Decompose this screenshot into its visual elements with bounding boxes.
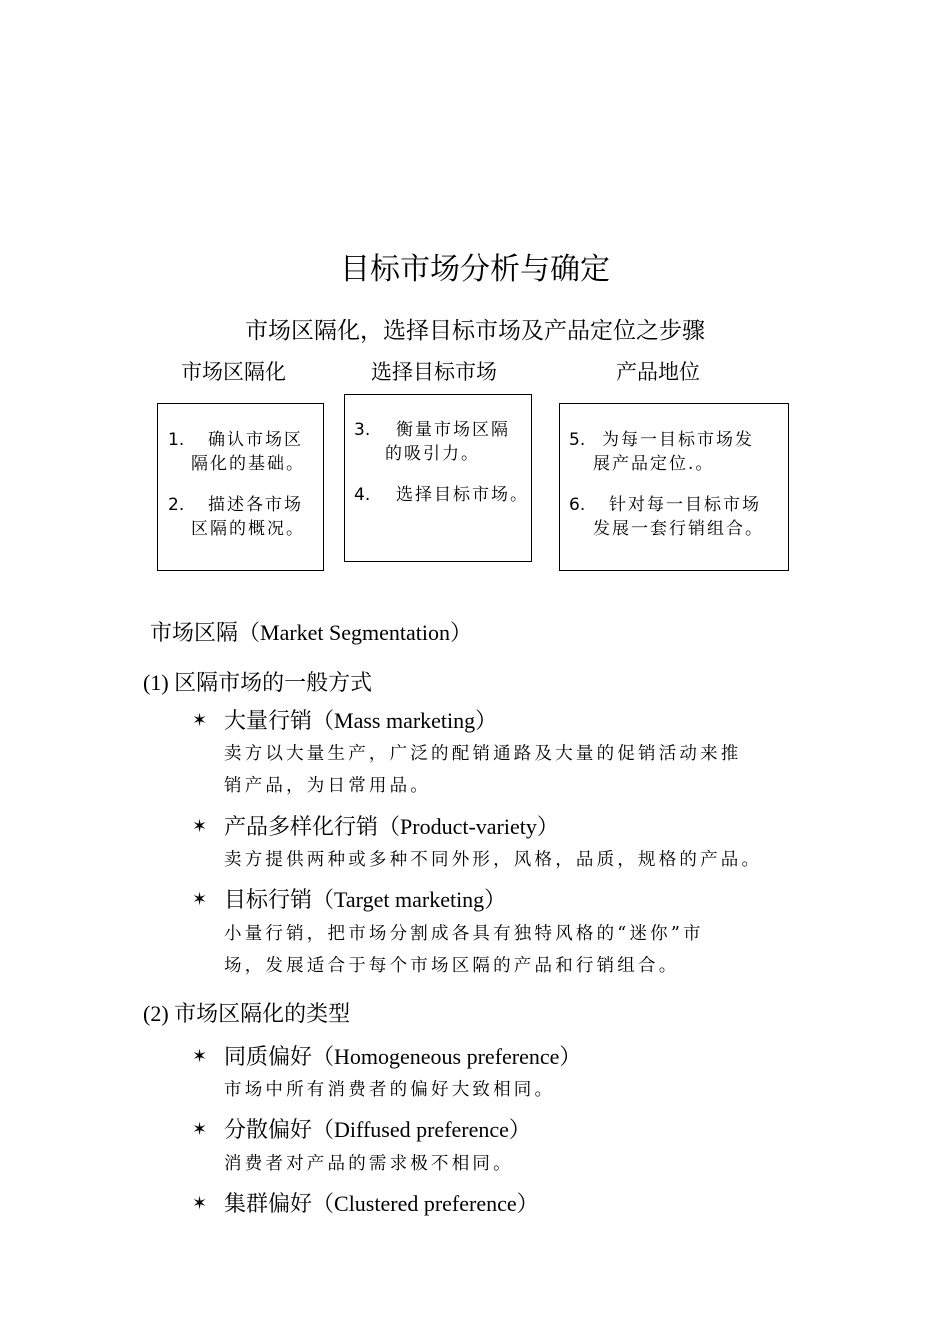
step-number: 6. <box>569 495 586 515</box>
step-text: 衡量市场区隔 <box>396 420 510 440</box>
page-subtitle: 市场区隔化，选择目标市场及产品定位之步骤 <box>245 318 705 344</box>
step-text: 确认市场区 <box>208 430 303 450</box>
step-item <box>569 493 761 517</box>
bullet-description: 市场中所有消费者的偏好大致相同。 <box>224 1080 556 1100</box>
step-number: 4. <box>354 485 371 505</box>
step-box-segmentation <box>157 403 324 571</box>
section-1-title: 区隔市场的一般方式 <box>174 671 373 696</box>
segmentation-heading-cn: 市场区隔 <box>150 621 239 646</box>
bullet-title <box>224 810 559 841</box>
star-bullet-icon: ✶ <box>192 1119 208 1140</box>
section-2-heading <box>143 997 350 1028</box>
step-item-continued: 发展一套行销组合。 <box>593 519 764 539</box>
step-item <box>354 418 510 442</box>
step-text: 针对每一目标市场 <box>609 495 761 515</box>
bullet-title-cn: 分散偏好 <box>224 1118 313 1143</box>
section-2-prefix: (2) <box>143 1001 175 1026</box>
bullet-title <box>224 1040 581 1071</box>
bullet-title-en: （Clustered preference） <box>312 1191 539 1216</box>
bullet-title-cn: 目标行销 <box>224 888 313 913</box>
step-number: 1. <box>168 430 185 450</box>
bullet-description: 卖方以大量生产，广泛的配销通路及大量的促销活动来推 <box>224 744 742 764</box>
column-heading-segmentation: 市场区隔化 <box>181 360 286 384</box>
bullet-title-en: （Target marketing） <box>312 887 507 912</box>
bullet-title-en: （Product-variety） <box>378 814 559 839</box>
section-1-prefix: (1) <box>143 670 175 695</box>
star-bullet-icon: ✶ <box>192 1193 208 1214</box>
bullet-title-cn: 产品多样化行销 <box>224 815 379 840</box>
bullet-title <box>224 883 506 914</box>
step-item <box>168 493 303 517</box>
bullet-title-en: （Diffused preference） <box>312 1117 531 1142</box>
step-number: 3. <box>354 420 371 440</box>
step-number: 5. <box>569 430 586 450</box>
star-bullet-icon: ✶ <box>192 710 208 731</box>
step-item-continued: 隔化的基础。 <box>191 454 305 474</box>
step-text: 描述各市场 <box>208 495 303 515</box>
bullet-title-en: （Homogeneous preference） <box>312 1044 582 1069</box>
star-bullet-icon: ✶ <box>192 1046 208 1067</box>
step-text: 为每一目标市场发 <box>602 430 754 450</box>
segmentation-heading <box>150 616 472 647</box>
column-heading-target-market: 选择目标市场 <box>371 360 497 384</box>
step-item <box>569 428 754 452</box>
step-box-target-market <box>344 394 532 562</box>
bullet-description: 场，发展适合于每个市场区隔的产品和行销组合。 <box>224 956 680 976</box>
step-item-continued: 的吸引力。 <box>385 444 480 464</box>
step-item <box>168 428 303 452</box>
step-text: 选择目标市场。 <box>396 485 529 505</box>
bullet-title <box>224 704 497 735</box>
bullet-description: 卖方提供两种或多种不同外形，风格，品质，规格的产品。 <box>224 850 763 870</box>
segmentation-heading-en: （Market Segmentation） <box>238 620 473 645</box>
bullet-title-en: （Mass marketing） <box>312 708 498 733</box>
page-title: 目标市场分析与确定 <box>340 252 610 287</box>
bullet-title-cn: 大量行销 <box>224 709 313 734</box>
step-number: 2. <box>168 495 185 515</box>
step-item-continued: 展产品定位.。 <box>593 454 715 474</box>
column-heading-positioning: 产品地位 <box>616 360 700 384</box>
step-item <box>354 483 529 507</box>
section-1-heading <box>143 666 372 697</box>
step-item-continued: 区隔的概况。 <box>191 519 305 539</box>
bullet-title-cn: 集群偏好 <box>224 1192 313 1217</box>
bullet-description: 消费者对产品的需求极不相同。 <box>224 1154 514 1174</box>
bullet-title <box>224 1113 531 1144</box>
bullet-title-cn: 同质偏好 <box>224 1045 313 1070</box>
bullet-title <box>224 1187 539 1218</box>
bullet-description: 小量行销，把市场分割成各具有独特风格的“迷你”市 <box>224 924 704 944</box>
star-bullet-icon: ✶ <box>192 816 208 837</box>
star-bullet-icon: ✶ <box>192 889 208 910</box>
step-box-positioning <box>559 403 789 571</box>
section-2-title: 市场区隔化的类型 <box>174 1002 351 1027</box>
bullet-description: 销产品，为日常用品。 <box>224 776 431 796</box>
